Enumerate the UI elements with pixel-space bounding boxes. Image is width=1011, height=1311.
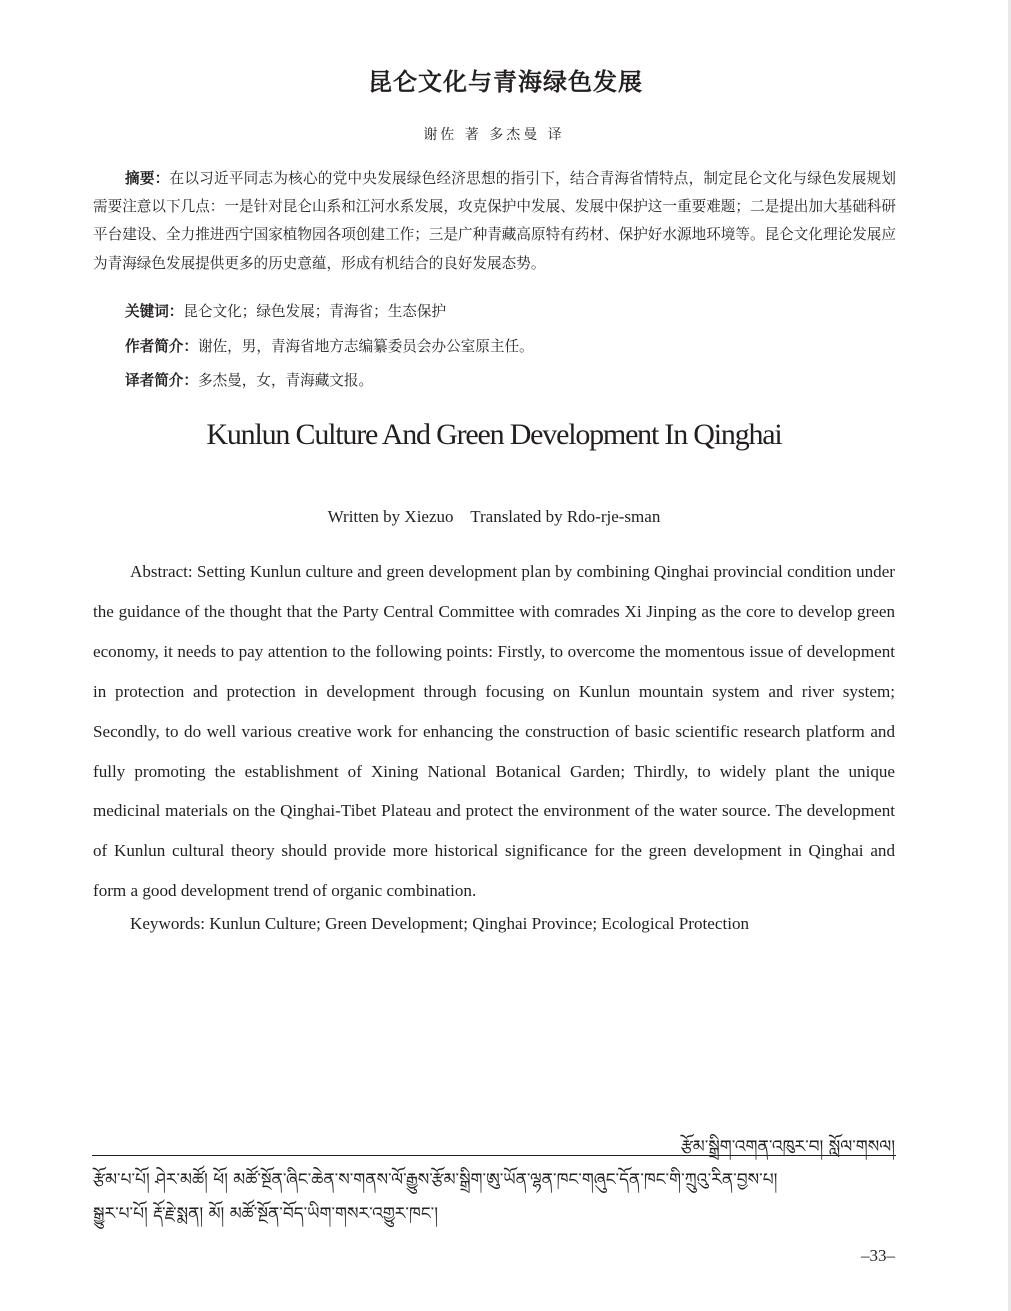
english-abstract xyxy=(93,552,895,911)
author-intro-label: 作者简介： xyxy=(125,338,198,355)
chinese-abstract-text: 在以习近平同志为核心的党中央发展绿色经济思想的指引下，结合青海省情特点，制定昆仑文化与绿色发展规划需要注意以下几点：一是针对昆仑山系和江河水系发展，攻克保护中发展、发展中保护这一重要难题；二是提出加大基础科研平台建设、全力推进西宁国家植物园各项创建工作；三是广种青藏高原特有药材、保护好水源地环境等。昆仑文化理论发展应为青海绿色发展提供更多的历史意蕴，形成有机结合的良好发展态势。 xyxy=(93,170,896,272)
translator-intro-label: 译者简介： xyxy=(125,372,198,389)
author-intro xyxy=(125,335,534,356)
footer-divider xyxy=(92,1155,896,1156)
chinese-title: 昆仑文化与青海绿色发展 xyxy=(368,67,643,96)
chinese-keywords-label: 关键词： xyxy=(125,303,184,320)
author-intro-text: 谢佐，男，青海省地方志编纂委员会办公室原主任。 xyxy=(197,338,534,355)
chinese-abstract-label: 摘要： xyxy=(125,170,170,187)
english-authors: Written by Xiezuo Translated by Rdo-rje-sman xyxy=(327,507,661,526)
tibetan-translator-line: སྒྱུར་པ་པོ། རྡོ་རྗེ་སྨན། མོ། མཚོ་སྔོན་བོད་ཡིག་གསར་འགྱུར་ཁང་། xyxy=(93,1204,439,1224)
chinese-keywords xyxy=(125,300,446,321)
english-abstract-label: Abstract: xyxy=(130,562,198,581)
chinese-keywords-text: 昆仑文化；绿色发展；青海省；生态保护 xyxy=(183,303,447,320)
tibetan-editor-note: རྩོམ་སྒྲིག་འགན་འཁུར་བ། སློལ་གསལ། xyxy=(680,1137,895,1157)
translator-intro-text: 多杰曼，女，青海藏文报。 xyxy=(197,372,374,389)
tibetan-author-line: རྩོམ་པ་པོ། ཤེར་མཚོ། ཕོ། མཚོ་སྔོན་ཞིང་ཆེན་ས་གནས་ལོ་རྒྱུས་རྩོམ་སྒྲིག་ཨུ་ཡོན་ལྷན་ཁང་གཞུང་དོན་ཁང་གི་ཀྲུའུ་རིན་བྱས་པ། xyxy=(93,1170,778,1190)
english-keywords-text: Kunlun Culture; Green Development; Qinghai Province; Ecological Protection xyxy=(209,914,750,933)
english-keywords xyxy=(130,914,749,934)
translator-intro xyxy=(125,369,373,390)
english-title: Kunlun Culture And Green Development In Qinghai xyxy=(206,418,782,451)
chinese-authors: 谢佐 著 多杰曼 译 xyxy=(423,127,565,143)
chinese-abstract xyxy=(93,165,896,278)
english-keywords-label: Keywords: xyxy=(130,914,210,933)
english-abstract-text: Setting Kunlun culture and green development plan by combining Qinghai provincial condition under the guidance of the thought that the Party Central Committee with comrades Xi Jinping as the core to develop green economy, it needs to pay attention to the following points: Firstly, to overcome the momentous issue of development in protection and protection in development through focusing on Kunlun mountain system and river system; Secondly, to do well various creative work for enhancing the construction of basic scientific research platform and fully promoting the establishment of Xining National Botanical Garden; Thirdly, to widely plant the unique medicinal materials on the Qinghai-Tibet Plateau and protect the environment of the water source. The development of Kunlun cultural theory should provide more historical significance for the green development in Qinghai and form a good development trend of organic combination. xyxy=(93,562,896,901)
page-number: –33– xyxy=(861,1246,895,1265)
